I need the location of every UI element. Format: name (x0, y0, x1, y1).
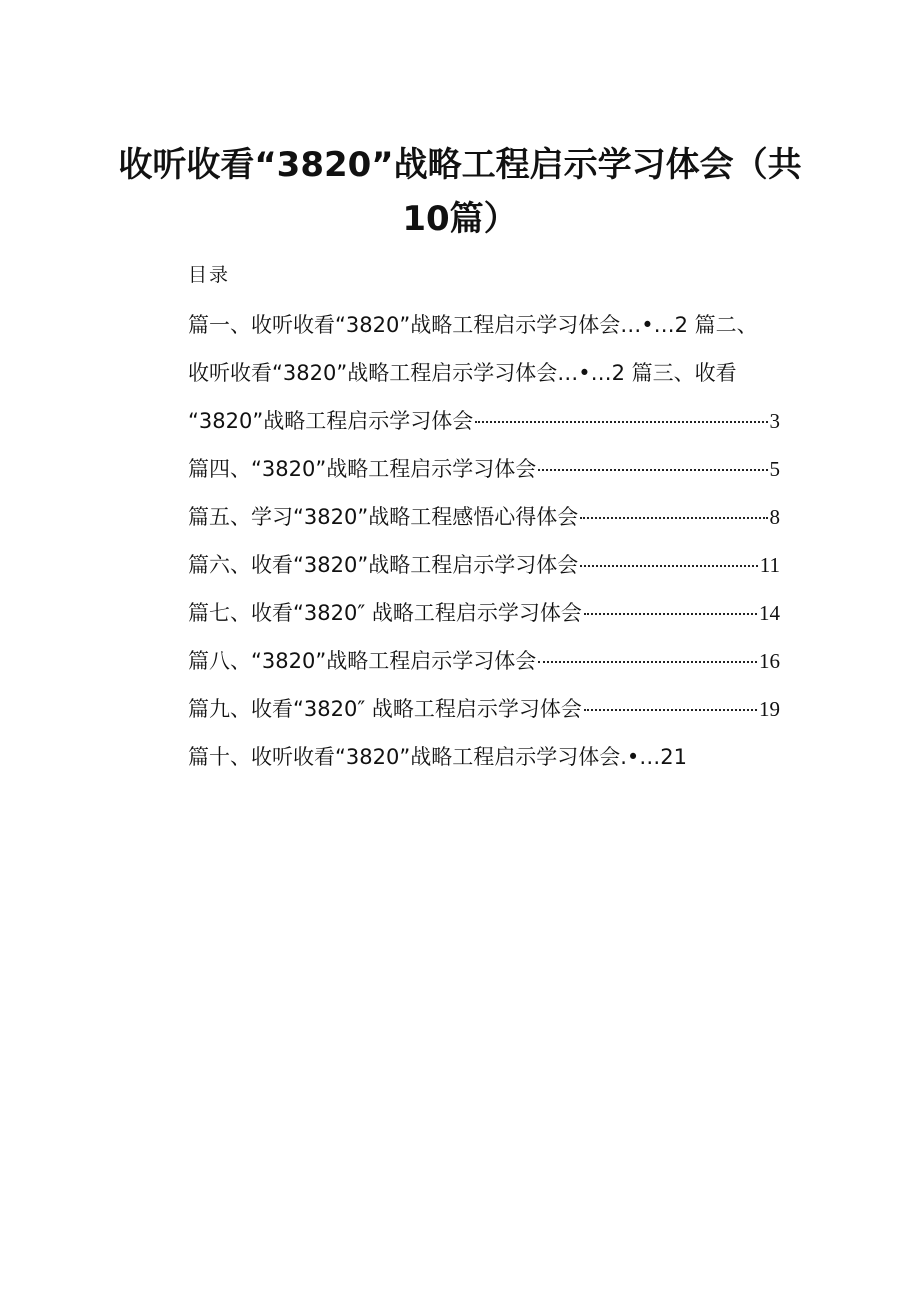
toc-entry[interactable] (188, 598, 780, 628)
toc-entry-page: 19 (759, 697, 780, 721)
toc-entry-page: 11 (759, 553, 780, 577)
toc-wrapped-line-1[interactable]: 篇一、收听收看“3820”战略工程启示学习体会…•…2 篇二、 (188, 313, 758, 337)
toc-entry[interactable] (188, 454, 780, 484)
toc-entry-title: 篇六、收看“3820”战略工程启示学习体会 (188, 553, 579, 577)
toc-entry-page: 16 (759, 649, 780, 673)
toc-leader-dots (538, 469, 767, 471)
toc-wrapped-line-2[interactable]: 收听收看“3820”战略工程启示学习体会…•…2 篇三、收看 (188, 361, 737, 385)
title-line-2: 10篇） (402, 199, 518, 239)
toc-leader-dots (580, 565, 758, 567)
toc-leader-dots (584, 709, 757, 711)
toc-entry-title: “3820”战略工程启示学习体会 (188, 409, 474, 433)
toc-last-line[interactable]: 篇十、收听收看“3820”战略工程启示学习体会.•…21 (188, 745, 687, 769)
toc-entry-title: 篇四、“3820”战略工程启示学习体会 (188, 457, 537, 481)
toc-entry[interactable] (188, 694, 780, 724)
toc-entry-page: 8 (769, 505, 780, 529)
toc-entry-page: 5 (769, 457, 780, 481)
toc-entry-page: 14 (759, 601, 780, 625)
toc-leader-dots (580, 517, 767, 519)
toc-leader-dots (538, 661, 757, 663)
toc-entry[interactable] (188, 646, 780, 676)
title-line-1: 收听收看“3820”战略工程启示学习体会（共 (118, 145, 802, 185)
toc-entry[interactable] (188, 502, 780, 532)
toc-entry-title: 篇九、收看“3820″ 战略工程启示学习体会 (188, 697, 582, 721)
toc-heading: 目录 (188, 264, 231, 286)
toc-entry[interactable] (188, 406, 780, 436)
toc-leader-dots (584, 613, 757, 615)
toc-entry-title: 篇七、收看“3820″ 战略工程启示学习体会 (188, 601, 582, 625)
toc-entry-title: 篇五、学习“3820”战略工程感悟心得体会 (188, 505, 579, 529)
document-title (0, 138, 920, 246)
toc-entry[interactable] (188, 550, 780, 580)
toc-leader-dots (475, 421, 767, 423)
toc-entry-page: 3 (769, 409, 780, 433)
toc-entry-title: 篇八、“3820”战略工程启示学习体会 (188, 649, 537, 673)
